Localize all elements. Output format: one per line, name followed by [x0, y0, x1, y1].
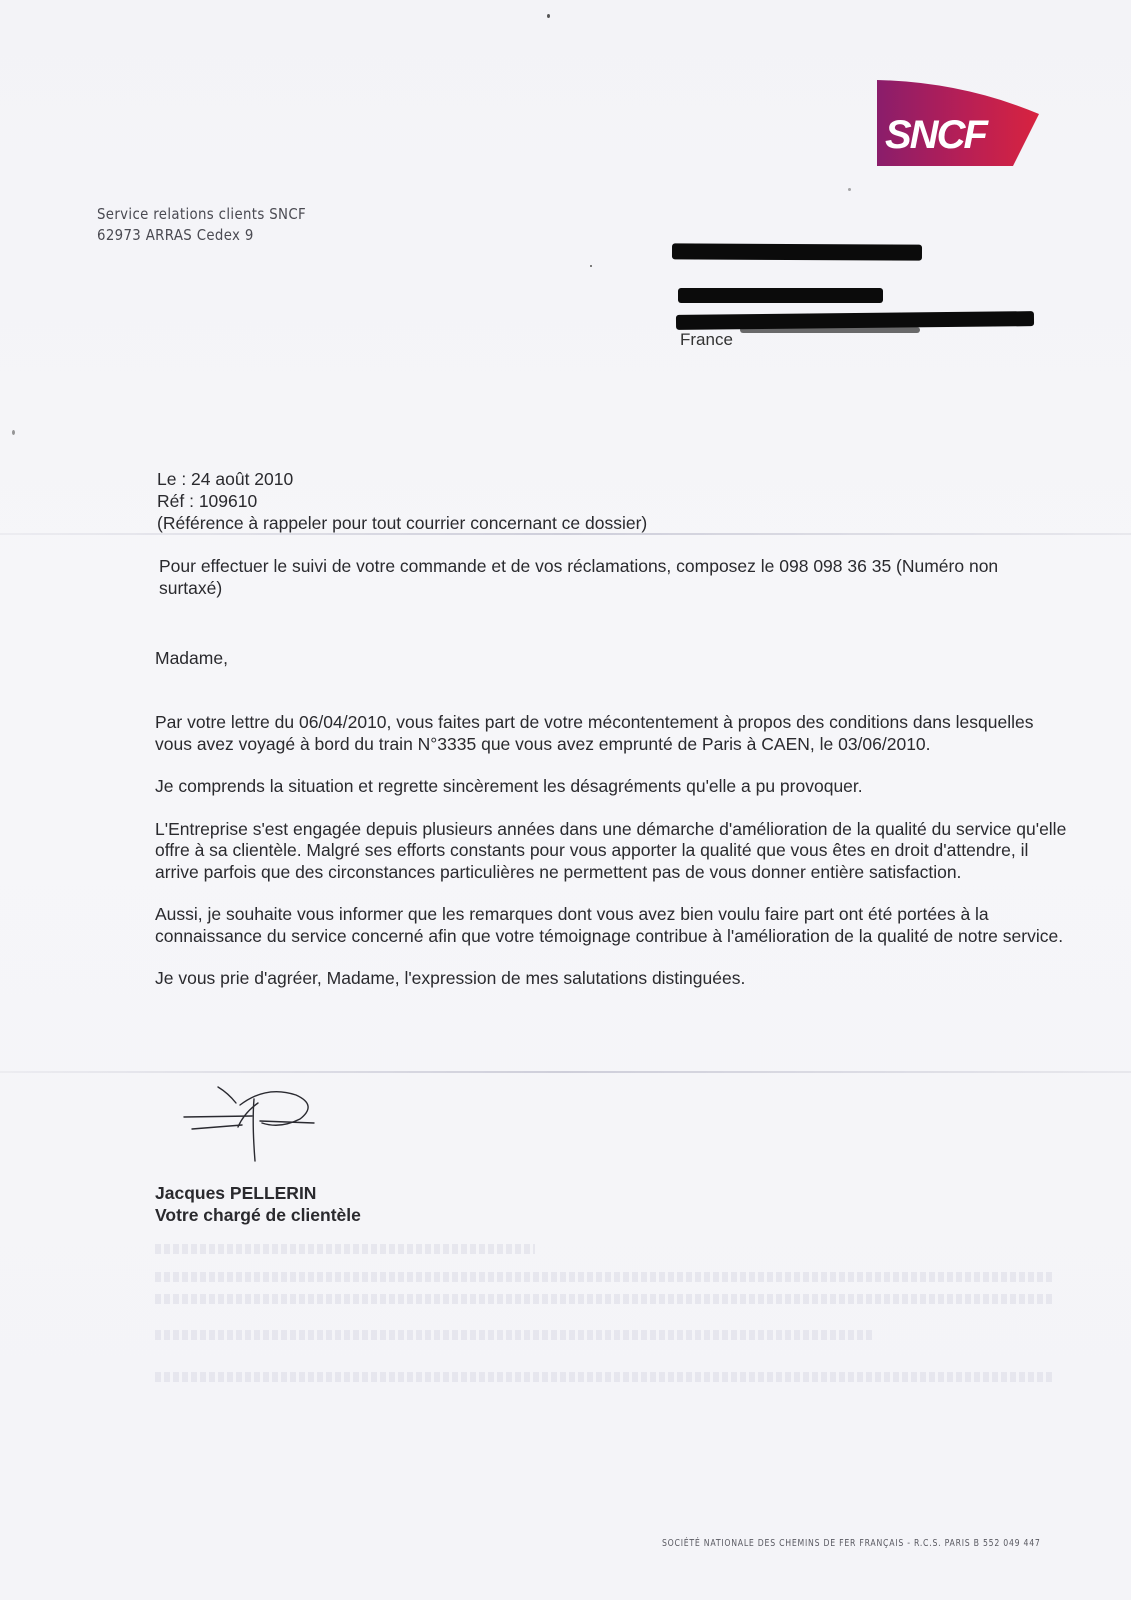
- sender-line-2: 62973 ARRAS Cedex 9: [97, 226, 254, 244]
- redacted-recipient-street: [678, 288, 883, 303]
- show-through-text: [155, 1272, 1055, 1282]
- paper-speck: [590, 265, 592, 267]
- body-paragraph: Par votre lettre du 06/04/2010, vous faites part de votre mécontentement à propos des conditions dans lesquelles vous avez voyagé à bord du train N°3335 que vous avez emprunté de Paris à CAEN, le 03/06/2010.: [155, 712, 1034, 754]
- body-paragraph: Aussi, je souhaite vous informer que les remarques dont vous avez bien voulu faire part ont été portées à la connaissance du service concerné afin que votre témoignage contribue à l'amélioration de la qualité de notre service.: [155, 904, 1064, 946]
- company-footer: SOCIÉTÉ NATIONALE DES CHEMINS DE FER FRANÇAIS - R.C.S. PARIS B 552 049 447: [662, 1538, 1041, 1549]
- signer-title: Votre chargé de clientèle: [155, 1205, 361, 1225]
- paper-speck: [12, 430, 15, 435]
- salutation: Madame,: [155, 648, 228, 668]
- handwritten-signature: [182, 1083, 322, 1163]
- closing-formula: Je vous prie d'agréer, Madame, l'expression de mes salutations distinguées.: [155, 968, 746, 988]
- letter-meta: [157, 468, 647, 534]
- paper-speck: [547, 14, 550, 18]
- letter-date: Le : 24 août 2010: [157, 469, 294, 489]
- show-through-text: [155, 1372, 1055, 1382]
- signer-block: [155, 1182, 361, 1226]
- letter-body: [155, 712, 1075, 1011]
- body-paragraph: L'Entreprise s'est engagée depuis plusieurs années dans une démarche d'amélioration de la qualité du service qu'elle offre à sa clientèle. Malgré ses efforts constants pour vous apporter la qualité que vous êtes en droit d'attendre, il arrive parfois que des circonstances particulières ne permettent pas de vous donner entière satisfaction.: [155, 818, 1067, 882]
- sender-line-1: Service relations clients SNCF: [97, 205, 307, 223]
- show-through-text: [155, 1294, 1055, 1304]
- show-through-text: [155, 1244, 535, 1254]
- signer-name: Jacques PELLERIN: [155, 1183, 317, 1203]
- paper-fold-line: [0, 1071, 1131, 1073]
- svg-text:SNCF: SNCF: [885, 113, 986, 157]
- show-through-text: [155, 1330, 875, 1340]
- followup-instructions: Pour effectuer le suivi de votre commande et de vos réclamations, composez le 098 098 36 35 (Numéro non surtaxé): [159, 556, 999, 598]
- sncf-logo: [873, 78, 1041, 168]
- redacted-recipient-city: [740, 327, 920, 333]
- paper-speck: [848, 188, 851, 191]
- sender-address: [97, 204, 306, 246]
- reference-note: (Référence à rappeler pour tout courrier concernant ce dossier): [157, 513, 648, 533]
- body-paragraph: Je comprends la situation et regrette sincèrement les désagréments qu'elle a pu provoquer.: [155, 776, 863, 796]
- letter-reference: Réf : 109610: [157, 491, 258, 511]
- redacted-recipient-name: [672, 243, 922, 260]
- recipient-country: France: [680, 330, 733, 349]
